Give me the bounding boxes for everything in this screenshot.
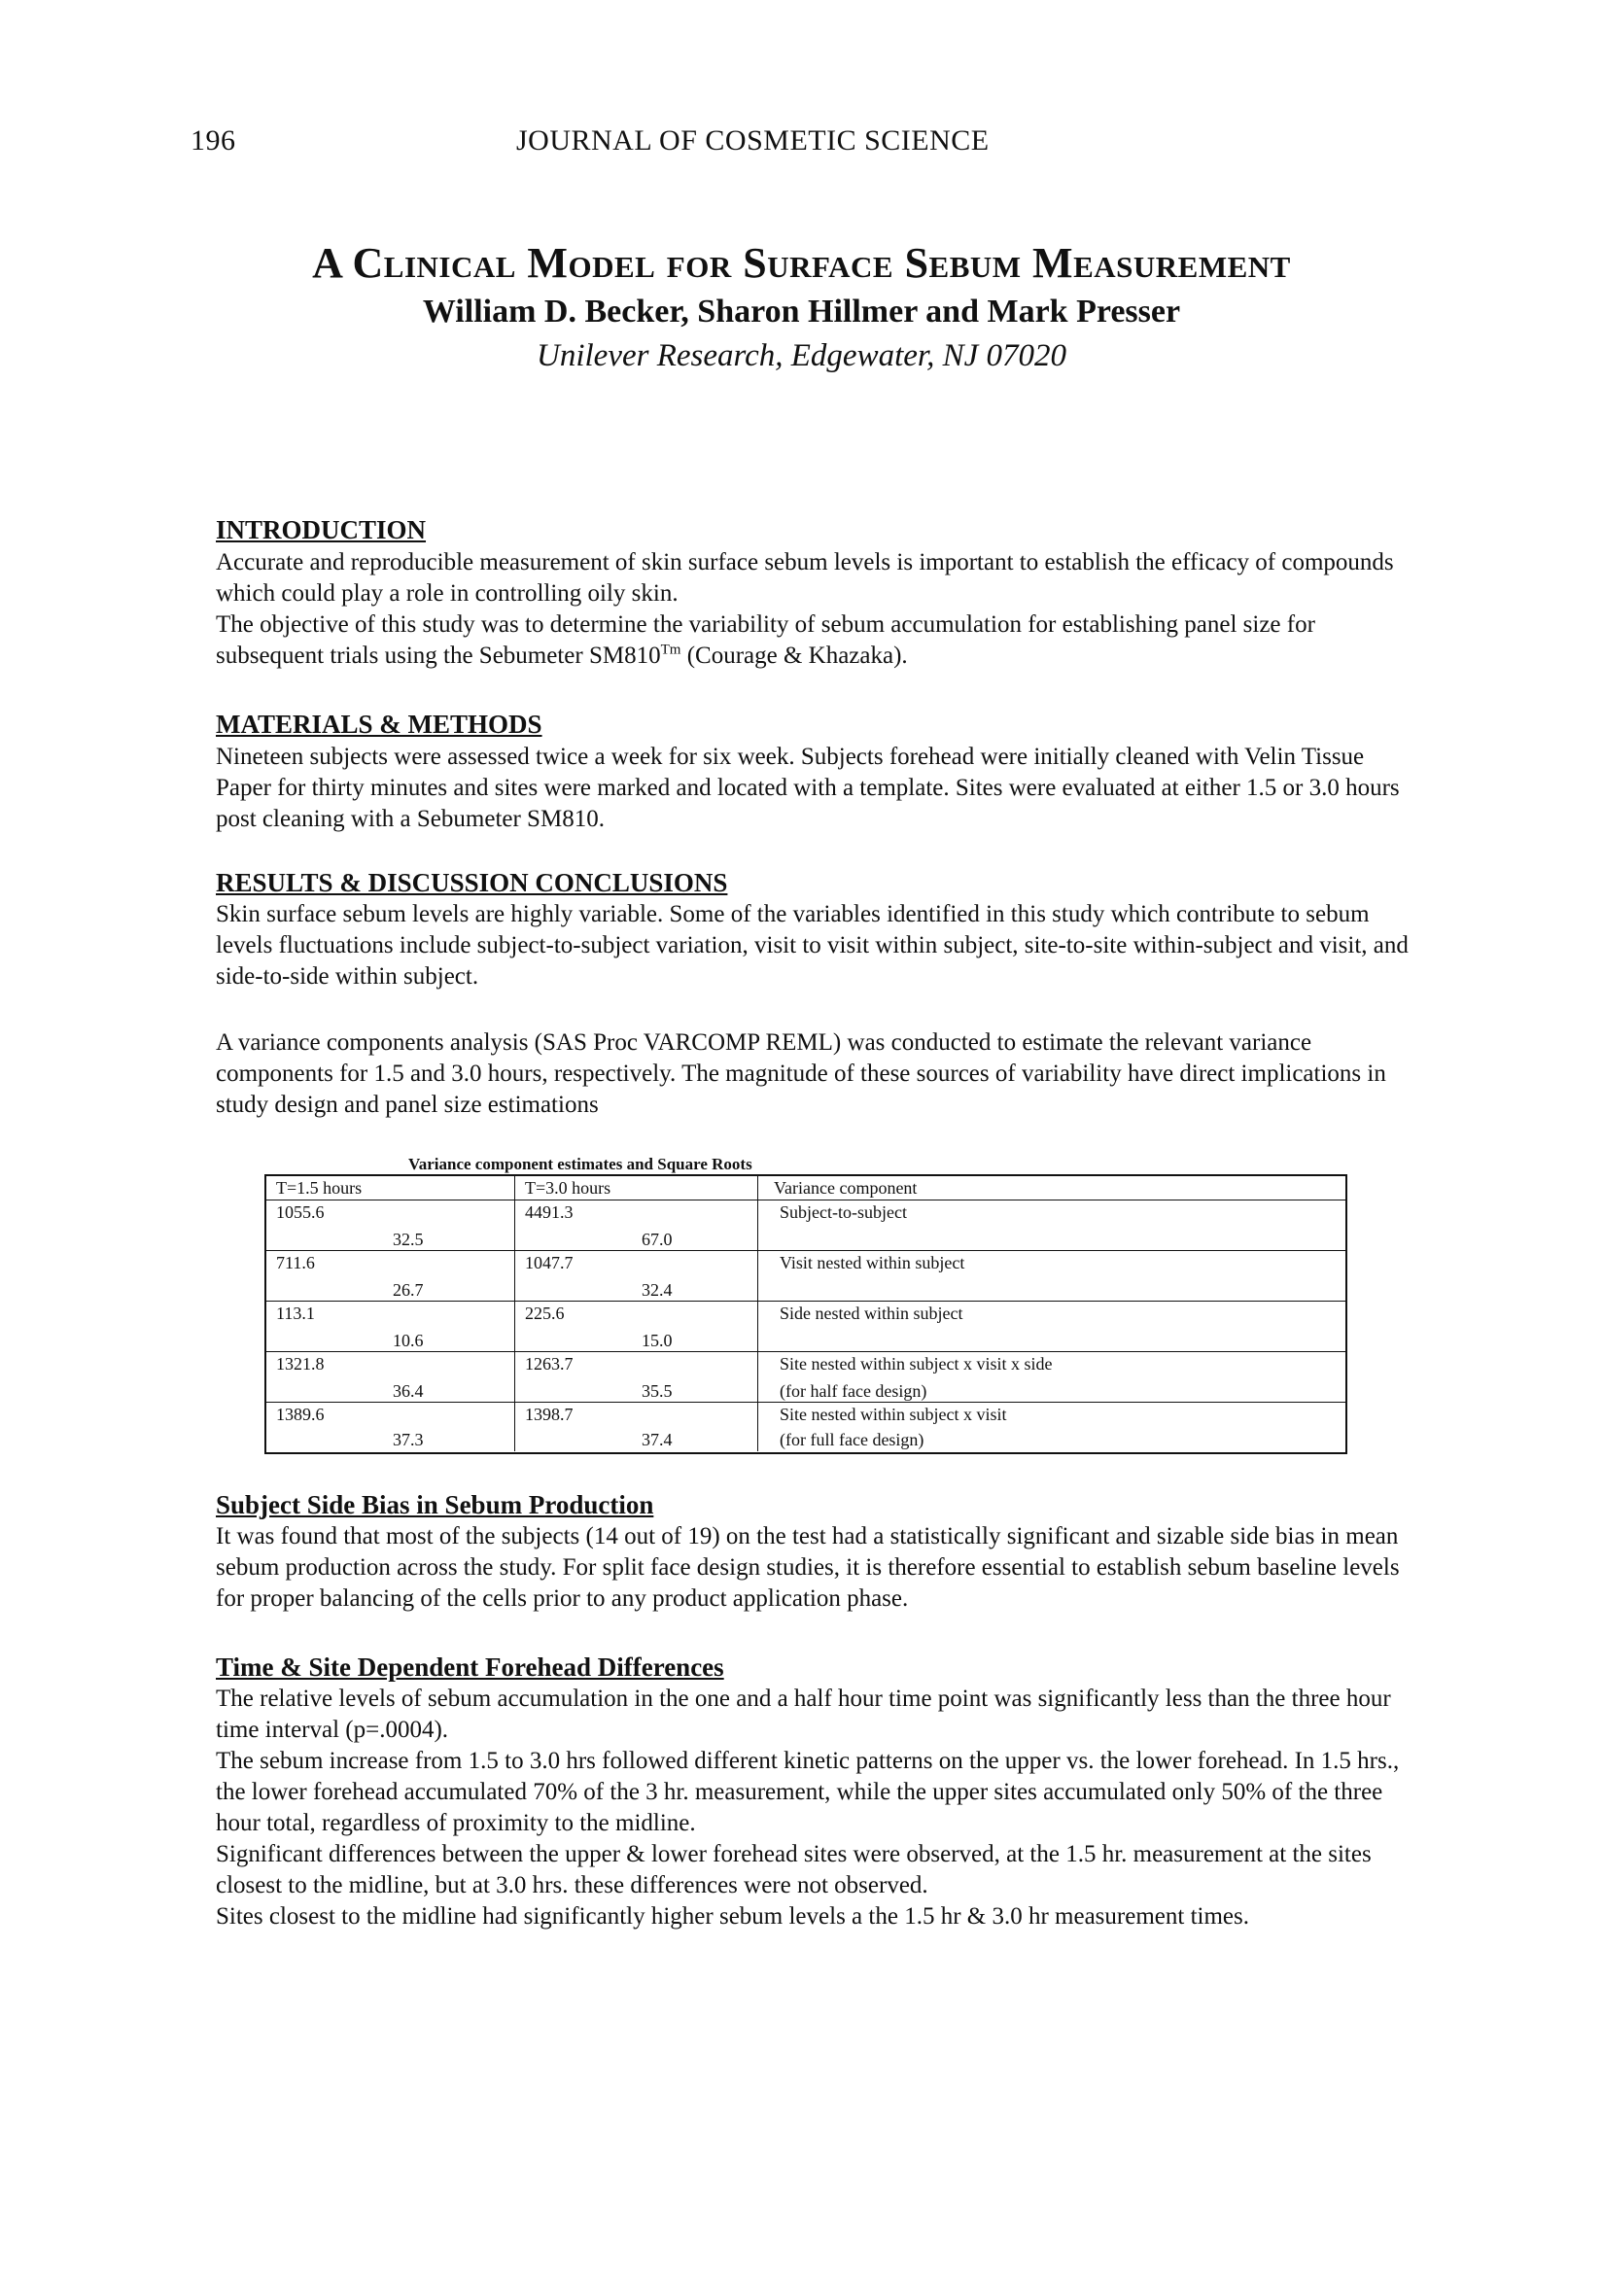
forehead-heading: Time & Site Dependent Forehead Differences (216, 1652, 724, 1682)
methods-body (216, 742, 1411, 835)
table-cell: 711.6 26.7 (276, 1253, 424, 1300)
forehead-paragraph-3: Significant differences between the upper & lower forehead sites were observed, at the 1.5 hr. measurement at the sites closest to the midline, but at 3.0 hrs. these differences were not observed. (216, 1841, 1372, 1898)
table-cell: 1263.7 35.5 (514, 1352, 758, 1403)
table-cell: 1321.8 36.4 (276, 1354, 424, 1401)
forehead-paragraph-1: The relative levels of sebum accumulation in the one and a half hour time point was significantly less than the three hour time interval (p=.0004). (216, 1686, 1391, 1743)
table-cell: Site nested within subject x visit x side (for half face design) (757, 1352, 1346, 1403)
table-cell: 1047.7 32.4 (514, 1251, 758, 1302)
introduction-body (216, 547, 1411, 672)
forehead-paragraph-4: Sites closest to the midline had significantly higher sebum levels a the 1.5 hr & 3.0 hr measurement times. (216, 1903, 1249, 1930)
table-cell: Site nested within subject x visit (for full face design) (757, 1403, 1346, 1451)
table-row (266, 1250, 1345, 1302)
table-cell: 1389.6 37.3 (276, 1405, 424, 1449)
table-cell: 4491.3 67.0 (514, 1200, 758, 1251)
table-cell: 113.1 10.6 (276, 1304, 424, 1350)
introduction-heading: INTRODUCTION (216, 515, 427, 544)
results-heading: RESULTS & DISCUSSION CONCLUSIONS (216, 868, 728, 897)
side-bias-heading: Subject Side Bias in Sebum Production (216, 1490, 654, 1519)
side-bias-paragraph-1: It was found that most of the subjects (14 out of 19) on the test had a statistically significant and sizable side bias in mean sebum production across the study. For split face design studies, it is therefore essential to establish sebum baseline levels for proper balancing of the cells prior to any product application phase. (216, 1523, 1400, 1612)
table-cell: 225.6 15.0 (514, 1302, 758, 1352)
table-header-cell: Variance component (757, 1176, 1346, 1200)
methods-paragraph-1: Nineteen subjects were assessed twice a week for six week. Subjects forehead were initially cleaned with Velin Tissue Paper for thirty minutes and sites were marked and located with a template. Sites were evaluated at either 1.5 or 3.0 hours post cleaning with a Sebumeter SM810. (216, 744, 1400, 832)
article-affiliation: Unilever Research, Edgewater, NJ 07020 (537, 338, 1066, 373)
table-cell: Visit nested within subject (757, 1251, 1346, 1302)
table-caption: Variance component estimates and Square Roots (408, 1155, 752, 1173)
running-head (191, 124, 990, 157)
table-cell: 1055.6 32.5 (276, 1202, 424, 1249)
table-header-row (266, 1176, 1345, 1200)
introduction-paragraph-2: The objective of this study was to determine the variability of sebum accumulation for establishing panel size for subsequent trials using the Sebumeter $SM810^{Tm}$ (Courage & Khazaka). (216, 611, 1315, 669)
results-paragraph-2: A variance components analysis (SAS Proc VARCOMP REML) was conducted to estimate the relevant variance components for 1.5 and 3.0 hours, respectively. The magnitude of these sources of variability have direct implications in study design and panel size estimations (216, 1029, 1386, 1118)
article-authors: William D. Becker, Sharon Hillmer and Mark Presser (422, 294, 1181, 330)
journal-name: JOURNAL OF COSMETIC SCIENCE (516, 124, 990, 157)
table-header-cell: T=3.0 hours (514, 1176, 758, 1200)
table-row (266, 1402, 1345, 1451)
table-header-cell: T=1.5 hours (276, 1178, 363, 1198)
table-row (266, 1301, 1345, 1352)
results-body-2 (216, 1027, 1411, 1121)
forehead-paragraph-2: The sebum increase from 1.5 to 3.0 hrs followed different kinetic patterns on the upper vs. the lower forehead. In 1.5 hrs., the lower forehead accumulated 70% of the 3 hr. measurement, while the upper sites accumulated only 50% of the three hour total, regardless of proximity to the midline. (216, 1748, 1400, 1836)
variance-table (264, 1174, 1347, 1454)
results-paragraph-1: Skin surface sebum levels are highly variable. Some of the variables identified in this study which contribute to sebum levels fluctuations include subject-to-subject variation, visit to visit within subject, site-to-site within-subject and visit, and side-to-side within subject. (216, 901, 1409, 990)
table-cell: Subject-to-subject (757, 1200, 1346, 1251)
side-bias-body (216, 1521, 1411, 1615)
introduction-paragraph-1: Accurate and reproducible measurement of skin surface sebum levels is important to establish the efficacy of compounds which could play a role in controlling oily skin. (216, 549, 1394, 607)
page-number: 196 (191, 124, 236, 157)
forehead-body (216, 1684, 1411, 1932)
methods-heading: MATERIALS & METHODS (216, 710, 542, 739)
article-title: A Clinical Model for Surface Sebum Measurement (312, 239, 1291, 287)
table-cell: 1398.7 37.4 (514, 1403, 758, 1451)
table-row (266, 1351, 1345, 1403)
table-row (266, 1200, 1345, 1251)
results-body (216, 899, 1411, 992)
table-cell: Side nested within subject (757, 1302, 1346, 1352)
